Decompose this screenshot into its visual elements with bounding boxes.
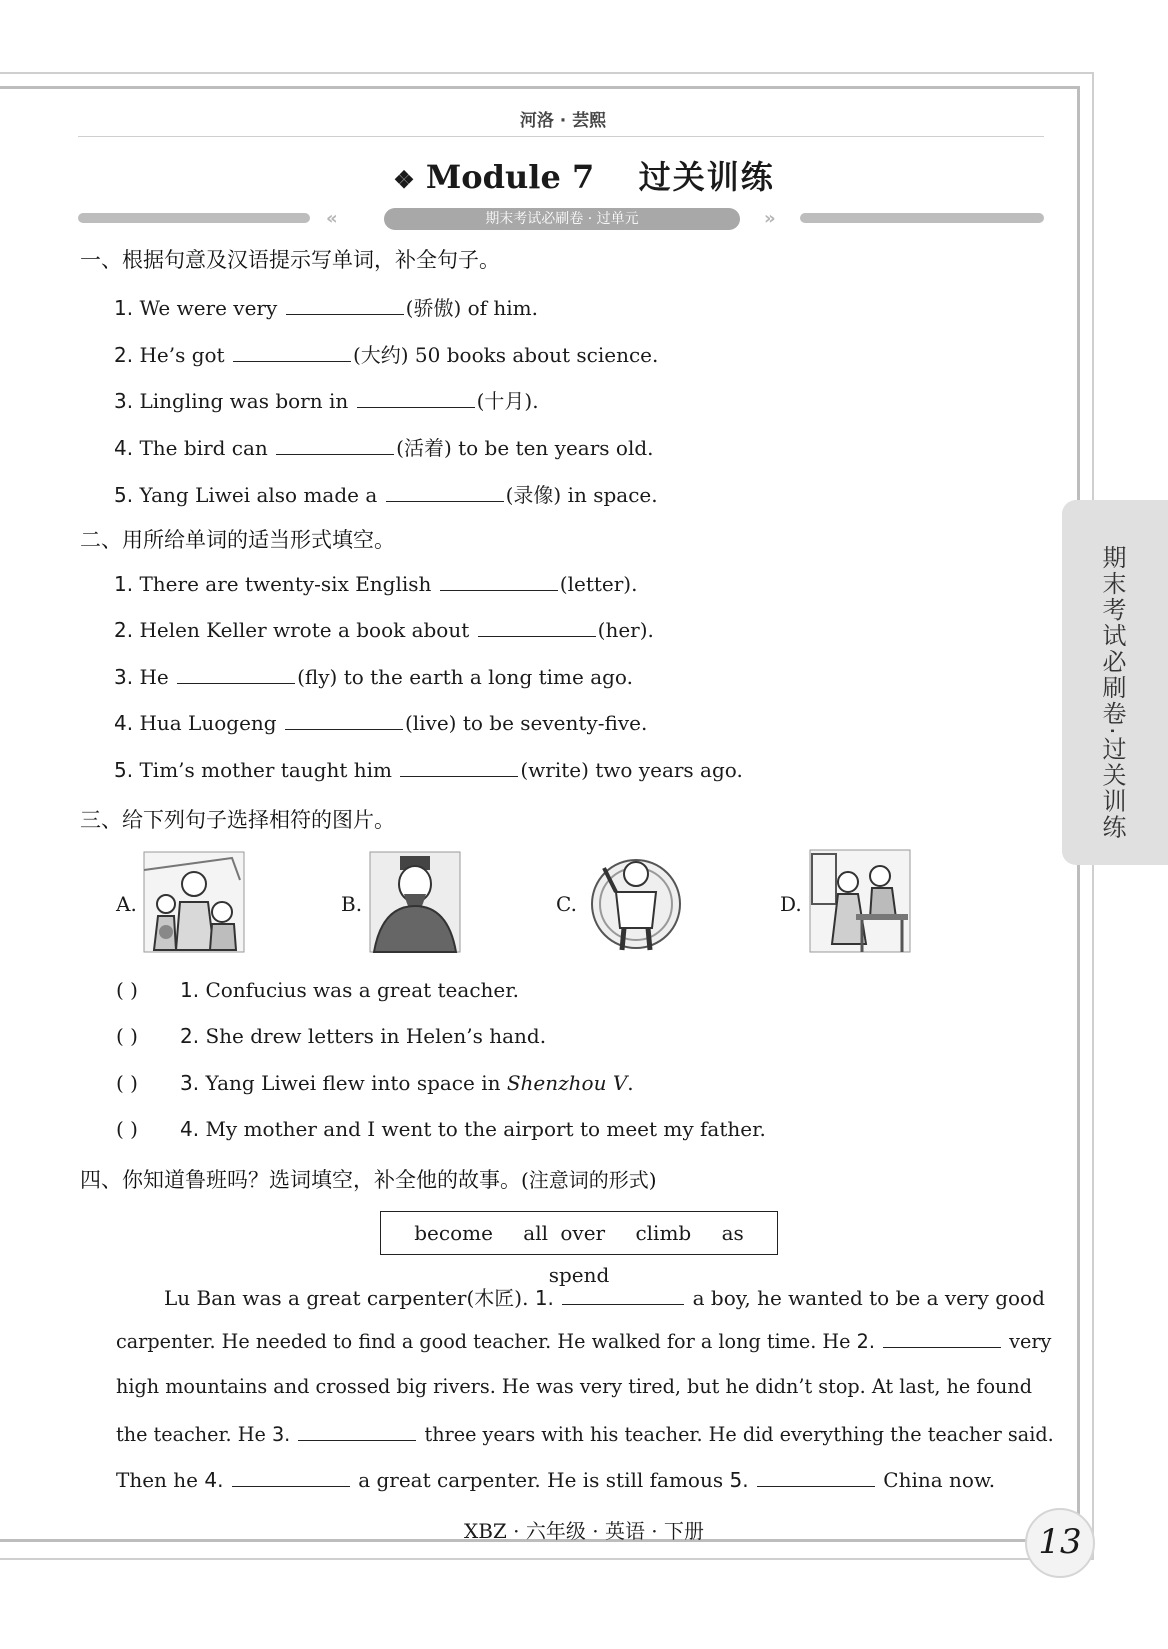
section3-heading: 三、给下列句子选择相符的图片。 (80, 808, 395, 832)
section1-heading: 一、根据句意及汉语提示写单词，补全句子。 (80, 248, 500, 272)
answer-paren[interactable]: ( ) (116, 1024, 138, 1048)
title-module: Module 7 (425, 158, 595, 196)
answer-blank[interactable] (562, 1286, 684, 1305)
banner: 期末考试必刷卷 · 过单元 (384, 208, 740, 230)
page-number: 13 (1025, 1508, 1095, 1578)
word-option: all over (523, 1221, 606, 1245)
page-title (0, 152, 1168, 198)
s2-q2: 2. Helen Keller wrote a book about (her). (114, 618, 654, 642)
side-tab-text: 期末考试必刷卷·过关训练 (1098, 545, 1126, 841)
word-option: as (721, 1221, 744, 1245)
s2-q4: 4. Hua Luogeng (live) to be seventy-five. (114, 711, 648, 735)
story-line-1: Lu Ban was a great carpenter(木匠). 1. a boy, he wanted to be a very good (164, 1286, 1045, 1310)
answer-blank[interactable] (232, 1468, 350, 1487)
word-option: become (414, 1221, 493, 1245)
confucius-icon (368, 850, 462, 954)
s1-q1: 1. We were very (骄傲) of him. (114, 296, 539, 320)
s1-q5: 5. Yang Liwei also made a (录像) in space. (114, 483, 658, 507)
answer-blank[interactable] (440, 572, 558, 591)
s1-q2: 2. He’s got (大约) 50 books about science. (114, 343, 659, 367)
footer: XBZ · 六年级 · 英语 · 下册 (463, 1519, 705, 1543)
answer-blank[interactable] (286, 296, 404, 315)
s2-q1: 1. There are twenty-six English (letter). (114, 572, 638, 596)
picture-label-b: B. (341, 892, 363, 916)
section4-heading: 四、你知道鲁班吗？选词填空，补全他的故事。(注意词的形式) (80, 1168, 657, 1192)
answer-blank[interactable] (276, 436, 394, 455)
story-line-5: Then he 4. a great carpenter. He is still famous 5. China now. (116, 1468, 996, 1492)
word-bank (380, 1211, 778, 1287)
answer-blank[interactable] (177, 665, 295, 684)
s2-q5: 5. Tim’s mother taught him (write) two years ago. (114, 758, 743, 782)
family-airport-icon (142, 850, 246, 954)
answer-blank[interactable] (233, 343, 351, 362)
answer-paren[interactable]: ( ) (116, 1071, 138, 1095)
answer-blank[interactable] (285, 711, 403, 730)
answer-paren[interactable]: ( ) (116, 978, 138, 1002)
s3-q3: ( ) 3. Yang Liwei flew into space in Shenzhou V. (116, 1071, 634, 1095)
title-zh: 过关训练 (638, 158, 775, 196)
picture-label-d: D. (780, 892, 802, 916)
s1-q4: 4. The bird can (活着) to be ten years old. (114, 436, 654, 460)
answer-blank[interactable] (757, 1468, 875, 1487)
word-option: climb (635, 1221, 692, 1245)
publisher-logo: 河洛 · 芸熙 (519, 111, 607, 131)
chevron-left-icon: « (326, 208, 338, 229)
answer-blank[interactable] (400, 758, 518, 777)
picture-label-a: A. (116, 892, 137, 916)
chevron-right-icon: » (764, 208, 776, 229)
answer-blank[interactable] (386, 483, 504, 502)
answer-blank[interactable] (883, 1329, 1001, 1348)
astronaut-icon (586, 848, 686, 954)
teacher-student-icon (808, 848, 912, 954)
answer-blank[interactable] (478, 618, 596, 637)
header-rule (78, 136, 1044, 137)
s3-q4: ( ) 4. My mother and I went to the airport to meet my father. (116, 1117, 766, 1141)
answer-blank[interactable] (298, 1422, 416, 1441)
answer-blank[interactable] (357, 389, 475, 408)
s3-q1: ( ) 1. Confucius was a great teacher. (116, 978, 519, 1002)
s3-q2: ( ) 2. She drew letters in Helen’s hand. (116, 1024, 547, 1048)
section2-heading: 二、用所给单词的适当形式填空。 (80, 528, 395, 552)
s1-q3: 3. Lingling was born in (十月). (114, 389, 539, 413)
story-line-2: carpenter. He needed to find a good teacher. He walked for a long time. He 2. very (116, 1330, 1052, 1353)
s2-q3: 3. He (fly) to the earth a long time ago. (114, 665, 633, 689)
picture-label-c: C. (556, 892, 577, 916)
banner-bar-right (800, 213, 1044, 223)
story-line-4: the teacher. He 3. three years with his teacher. He did everything the teacher said. (116, 1423, 1054, 1446)
banner-bar-left (78, 213, 310, 223)
story-line-3: high mountains and crossed big rivers. He was very tired, but he didn’t stop. At last, he found (116, 1375, 1032, 1398)
word-option: spend (548, 1263, 610, 1287)
diamond-icon: ❖ (393, 165, 415, 194)
answer-paren[interactable]: ( ) (116, 1117, 138, 1141)
